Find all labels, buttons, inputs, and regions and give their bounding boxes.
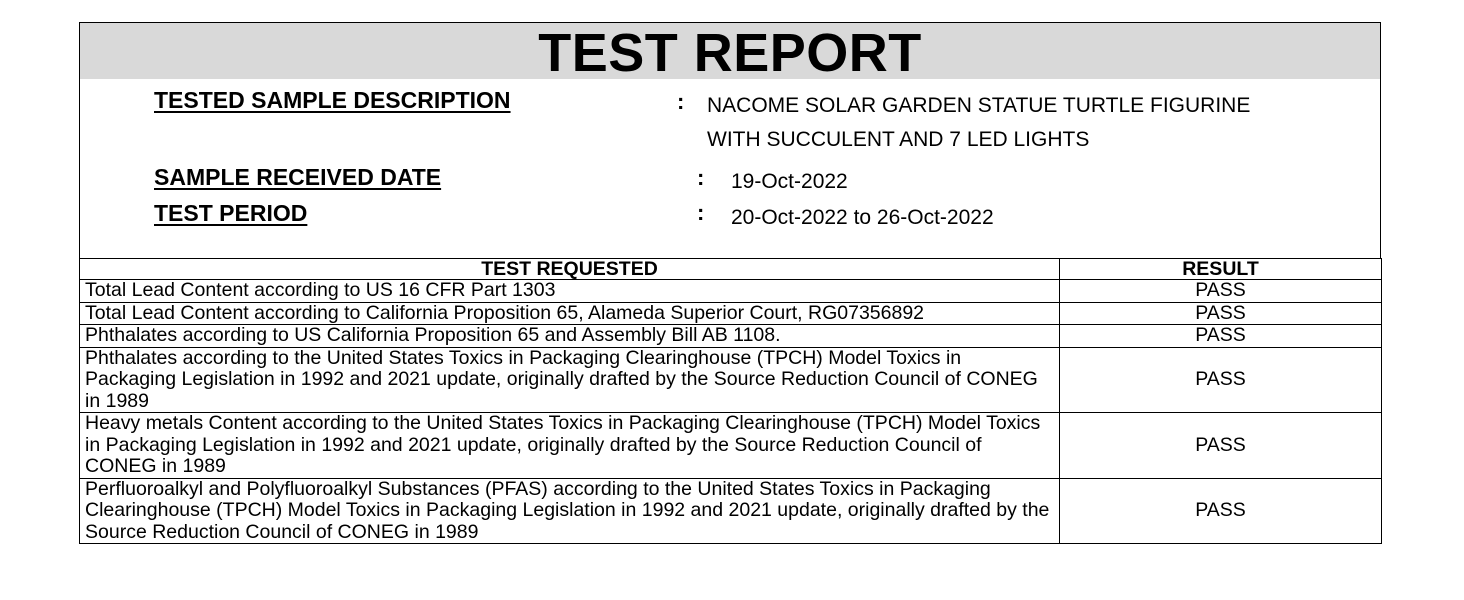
sample-description-colon: : [677,89,685,114]
result-cell: PASS [1060,302,1382,325]
test-requested-cell: Total Lead Content according to California Proposition 65, Alameda Superior Court, RG07356892 [80,302,1060,325]
test-requested-cell: Total Lead Content according to US 16 CFR Part 1303 [80,280,1060,303]
table-row [80,302,1382,325]
test-period-colon: : [697,200,705,225]
header-test-requested: TEST REQUESTED [80,259,1060,280]
title-bar [80,23,1380,83]
sample-description-label: TESTED SAMPLE DESCRIPTION [154,87,511,113]
table-row [80,325,1382,348]
report-header [79,22,1381,259]
result-cell: PASS [1060,478,1382,544]
table-header-row [80,259,1382,280]
result-cell: PASS [1060,413,1382,479]
result-cell: PASS [1060,347,1382,413]
report-title: TEST REPORT [538,23,922,83]
test-requested-cell: Phthalates according to US California Proposition 65 and Assembly Bill AB 1108. [80,325,1060,348]
received-date-label: SAMPLE RECEIVED DATE [154,164,442,190]
result-cell: PASS [1060,325,1382,348]
header-result: RESULT [1060,259,1382,280]
received-date-colon: : [697,165,705,190]
test-requested-cell: Phthalates according to the United States Toxics in Packaging Clearinghouse (TPCH) Model Toxics in Packaging Legislation in 1992 and 2021 update, originally drafted by the Source Reduction Council of CONEG in 1989 [80,347,1060,413]
table-row [80,280,1382,303]
test-period-label: TEST PERIOD [154,200,308,226]
results-table [79,258,1382,544]
test-requested-cell: Heavy metals Content according to the United States Toxics in Packaging Clearinghouse (TPCH) Model Toxics in Packaging Legislation in 1992 and 2021 update, originally drafted by the Source Reduction Council of CONEG in 1989 [80,413,1060,479]
sample-description-value-line1: NACOME SOLAR GARDEN STATUE TURTLE FIGURINE [707,94,1251,117]
test-period-value: 20-Oct-2022 to 26-Oct-2022 [731,206,994,229]
result-cell: PASS [1060,280,1382,303]
received-date-value: 19-Oct-2022 [731,170,848,193]
test-requested-cell: Perfluoroalkyl and Polyfluoroalkyl Substances (PFAS) according to the United States Toxics in Packaging Clearinghouse (TPCH) Model Toxics in Packaging Legislation in 1992 and 2021 update, originally drafted by the Source Reduction Council of CONEG in 1989 [80,478,1060,544]
table-row [80,478,1382,544]
sample-description-value-line2: WITH SUCCULENT AND 7 LED LIGHTS [707,128,1090,151]
table-row [80,413,1382,479]
test-report [79,22,1381,594]
table-row [80,347,1382,413]
